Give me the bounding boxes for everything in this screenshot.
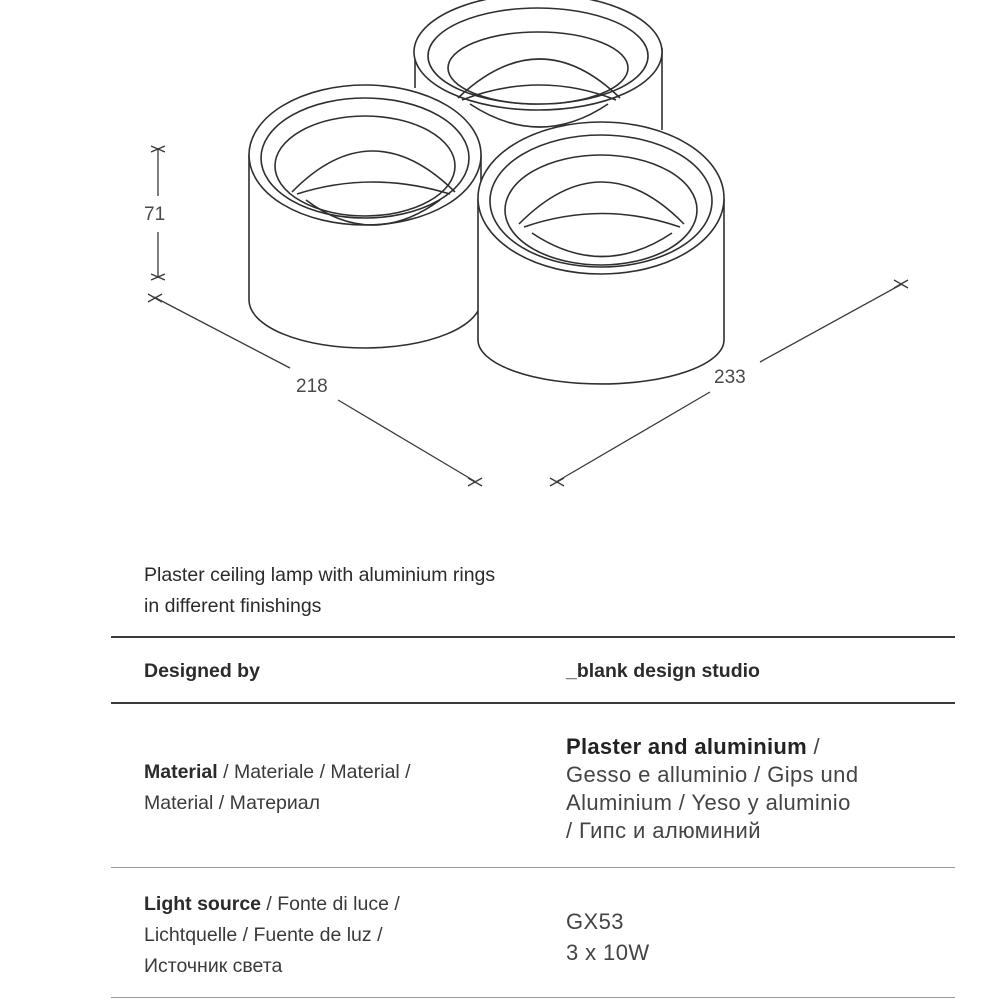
cylinder-left — [249, 85, 481, 348]
light-source-label — [144, 889, 400, 982]
material-label-translations: / Materiale / Material / — [217, 761, 411, 783]
material-value — [566, 733, 858, 845]
product-description — [144, 560, 495, 622]
table-top-rule — [111, 636, 955, 638]
material-row-rule — [111, 867, 955, 868]
light-source-label-line-3: Источник света — [144, 955, 283, 977]
depth-value: 218 — [296, 376, 328, 397]
material-value-slash: / — [807, 734, 821, 759]
light-source-label-bold: Light source — [144, 893, 262, 915]
height-value: 71 — [144, 204, 166, 225]
material-value-bold: Plaster and aluminium — [566, 734, 808, 759]
light-source-value-line-1: GX53 — [566, 909, 624, 934]
description-line-1: Plaster ceiling lamp with aluminium rings — [144, 564, 496, 586]
light-source-value-line-2: 3 x 10W — [566, 940, 650, 965]
light-source-label-translations: / Fonte di luce / — [261, 893, 400, 915]
light-row-rule — [111, 997, 955, 998]
material-label — [144, 757, 411, 819]
material-value-line-4: / Гипс и алюминий — [566, 818, 761, 843]
material-value-line-3: Aluminium / Yeso y aluminio — [566, 790, 851, 815]
material-label-bold: Material — [144, 761, 218, 783]
light-source-value — [566, 906, 650, 968]
light-source-label-line-2: Lichtquelle / Fuente de luz / — [144, 924, 383, 946]
description-line-2: in different finishings — [144, 595, 322, 617]
width-value: 233 — [714, 367, 746, 388]
designed-by-label: Designed by — [144, 660, 260, 682]
material-label-line-2: Material / Материал — [144, 792, 321, 814]
cylinder-right — [478, 122, 724, 384]
material-value-line-2: Gesso e alluminio / Gips und — [566, 762, 859, 787]
designed-by-value: _blank design studio — [566, 660, 760, 682]
designer-row-rule — [111, 702, 955, 704]
